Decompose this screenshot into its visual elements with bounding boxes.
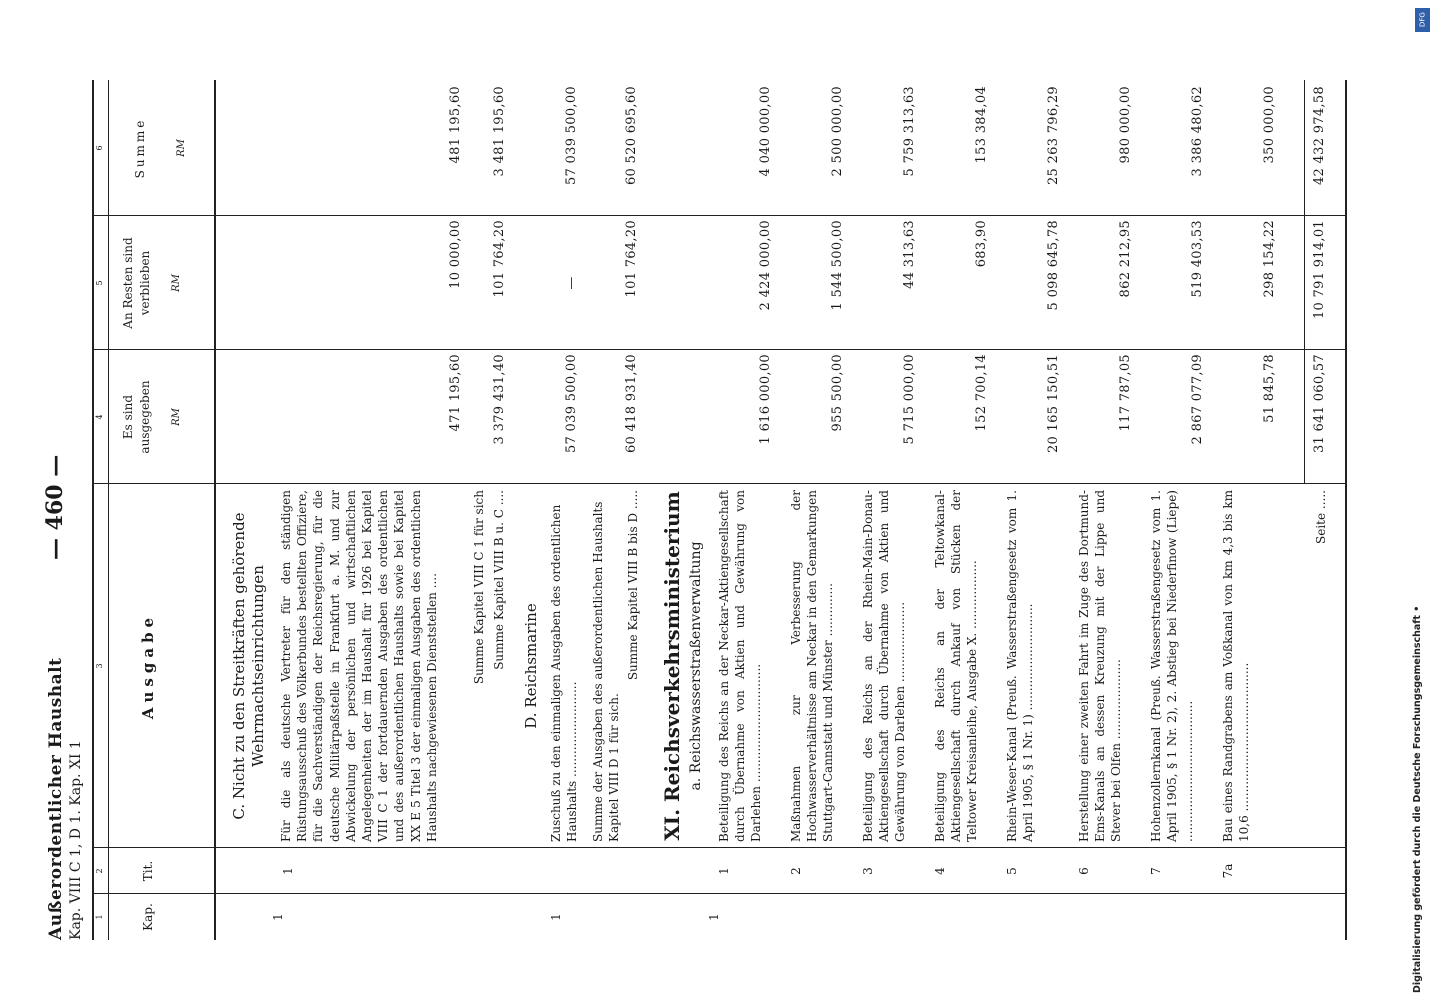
section-d-sum2-label: Summe Kapitel VIII B bis D ..... [626, 490, 640, 681]
seite-ausgegeben: 31 641 060,57 [1312, 354, 1327, 454]
page-subtitle: Kap. VIII C 1, D 1. Kap. XI 1 [68, 740, 84, 940]
row-tit: 4 [933, 867, 947, 875]
ausgegeben-unit: RM [170, 408, 182, 426]
reste-header [120, 230, 184, 336]
summe-unit: RM [175, 139, 187, 157]
row-reste: 44 313,63 [902, 220, 917, 289]
row-text: Rhein-Weser-Kanal (Preuß. Wasserstraßengesetz vom 1. April 1905, § 1 Nr. 1) ............................ [1005, 490, 1036, 842]
ausgegeben-label: Es sind ausgegeben [121, 380, 152, 454]
row-ausgegeben: 51 845,78 [1262, 354, 1277, 423]
kap-header: Kap. [141, 903, 155, 931]
colnum-6: 6 [95, 145, 104, 151]
row-tit: 5 [1005, 867, 1019, 875]
row-summe: 4 040 000,00 [758, 86, 773, 177]
row-text: Hohenzollernkanal (Preuß. Wasserstraßengesetz vom 1. April 1905, § 1 Nr. 2), 2. Abstieg bei Niederfinow (Liepe) ..................................... [1149, 490, 1196, 842]
section-d-sum2-ausgegeben: 60 418 931,40 [624, 354, 639, 454]
budget-table [92, 80, 1347, 940]
reste-unit: RM [170, 274, 182, 292]
page-number: — 460 — [42, 454, 68, 560]
row-tit: 7 [1149, 867, 1163, 875]
section-d-summe: 57 039 500,00 [564, 86, 579, 186]
seite-label: Seite ..... [1314, 490, 1328, 544]
header-bottom-rule [214, 80, 216, 940]
section-c-sum2-summe: 3 481 195,60 [492, 86, 507, 177]
digitization-note [1412, 8, 1430, 993]
reste-label: An Resten sind verblieben [121, 237, 152, 329]
section-d-title: D. Reichsmarine [522, 603, 540, 729]
seite-reste: 10 791 914,01 [1312, 220, 1327, 320]
row-summe: 153 384,04 [974, 86, 989, 164]
row-tit: 3 [861, 867, 875, 875]
col-divider-3 [92, 483, 1347, 484]
colnum-2: 2 [95, 868, 104, 874]
rotated-page [40, 80, 1350, 940]
section-d-ausgegeben: 57 039 500,00 [564, 354, 579, 454]
row-tit: 6 [1077, 867, 1091, 875]
row-ausgegeben: 1 616 000,00 [758, 354, 773, 445]
row-reste: 298 154,22 [1262, 220, 1277, 298]
row-ausgegeben: 955 500,00 [830, 354, 845, 432]
section-d-kap: 1 [549, 913, 563, 921]
col-divider-5 [92, 215, 1347, 216]
section-c-kap: 1 [271, 913, 285, 921]
section-xi-title: XI. Reichsverkehrsministerium [660, 491, 684, 841]
row-reste: 1 544 500,00 [830, 220, 845, 311]
row-reste: 2 424 000,00 [758, 220, 773, 311]
row-text: Beteiligung des Reichs an der Neckar-Aktiengesellschaft durch Übernahme von Aktien und Gewährung von Darlehen ............................... [717, 490, 764, 842]
section-c-summe: 481 195,60 [448, 86, 463, 164]
colnum-3: 3 [95, 663, 104, 669]
row-summe: 25 263 796,29 [1046, 86, 1061, 186]
dfg-logo: DFG [1415, 8, 1430, 32]
row-text: Beteiligung des Reichs an der Teltowkanal-Aktiengesellschaft durch Ankauf von Stücken der Teltower Kreisanleihe, Ausgabe X. .................. [933, 490, 980, 842]
row-summe: 3 386 480,62 [1190, 86, 1205, 177]
section-c-sum2-ausgegeben: 3 379 431,40 [492, 354, 507, 445]
tit-header: Tit. [141, 860, 155, 882]
section-c-reste: 10 000,00 [448, 220, 463, 289]
colnum-rule [108, 80, 109, 940]
section-xi-kap: 1 [707, 913, 721, 921]
row-ausgegeben: 2 867 077,09 [1190, 354, 1205, 445]
section-c-sum1-label: Summe Kapitel VIII C 1 für sich [472, 490, 486, 685]
row-summe: 2 500 000,00 [830, 86, 845, 177]
row-text: Beteiligung des Reichs an der Rhein-Main-Donau-Aktiengesellschaft durch Übernahme von Aktien und Gewährung von Darlehen ..................... [861, 490, 908, 842]
section-d-reste: — [564, 276, 579, 290]
section-d-sum2-reste: 101 764,20 [624, 220, 639, 298]
page-title: Außerordentlicher Haushalt [46, 657, 66, 940]
ausgabe-header: Ausgabe [139, 612, 157, 720]
seite-summe: 42 432 974,58 [1312, 86, 1327, 186]
col-divider-4 [92, 349, 1347, 350]
row-summe: 980 000,00 [1118, 86, 1133, 164]
row-reste: 5 098 645,78 [1046, 220, 1061, 311]
section-c-tit: 1 [281, 867, 295, 875]
seite-rule [1304, 80, 1305, 484]
table-bottom-rule [1345, 80, 1347, 940]
row-tit: 2 [789, 867, 803, 875]
summe-label: Summe [133, 117, 147, 179]
row-tit: 1 [717, 867, 731, 875]
row-ausgegeben: 5 715 000,00 [902, 354, 917, 445]
summe-header [132, 80, 189, 216]
row-ausgegeben: 152 700,14 [974, 354, 989, 432]
row-summe: 5 759 313,63 [902, 86, 917, 177]
colnum-4: 4 [95, 414, 104, 420]
row-text: Bau eines Randgrabens am Voßkanal von km 4,3 bis km 10,6 ....................................... [1221, 490, 1252, 842]
ausgegeben-header [120, 364, 184, 470]
row-reste: 862 212,95 [1118, 220, 1133, 298]
section-c-sum2-label: Summe Kapitel VIII B u. C .... [492, 490, 506, 670]
section-c-title: C. Nicht zu den Streitkräften gehörende Wehrmachtseinrichtungen [230, 512, 267, 820]
section-d-text: Zuschuß zu den einmaligen Ausgaben des ordentlichen Haushalts ......................... [549, 504, 580, 842]
row-text: Herstellung einer zweiten Fahrt im Zuge des Dortmund-Ems-Kanals an dessen Kreuzung mit der Lippe und Stever bei Olfen ..................... [1077, 490, 1124, 842]
section-c-ausgegeben: 471 195,60 [448, 354, 463, 432]
section-xi-subtitle: a. Reichswasserstraßenverwaltung [688, 541, 704, 791]
section-d-sum2-summe: 60 520 695,60 [624, 86, 639, 186]
table-top-rule [92, 80, 94, 940]
row-text: Maßnahmen zur Verbesserung der Hochwasserverhältnisse am Neckar in den Gemarkungen Stuttgart-Cannstatt und Münster .............. [789, 490, 836, 842]
row-ausgegeben: 20 165 150,51 [1046, 354, 1061, 454]
row-tit: 7a [1221, 863, 1235, 879]
section-c-sum2-reste: 101 764,20 [492, 220, 507, 298]
digitization-note-text: Digitalisierung gefördert durch die Deutsche Forschungsgemeinschaft • [1412, 605, 1423, 993]
row-summe: 350 000,00 [1262, 86, 1277, 164]
row-ausgegeben: 117 787,05 [1118, 354, 1133, 432]
colnum-5: 5 [95, 280, 104, 286]
colnum-1: 1 [95, 914, 104, 920]
row-reste: 519 403,53 [1190, 220, 1205, 298]
row-reste: 683,90 [974, 220, 989, 268]
section-d-sum1-label: Summe der Ausgaben des außerordentlichen Haushalts Kapitel VIII D 1 für sich. [591, 501, 622, 842]
section-c-text: Für die als deutsche Vertreter für den ständigen Rüstungsausschuß des Völkerbundes bestellten Offiziere, für die Sachverständigen der Reichsregierung, für die deutsche Militärpaßstelle in Frankfurt a. M. und zur Abwickelung der persönlichen und wirtschaftlichen Angelegenheiten der im Haushalt für 1926 bei Kapitel VIII C 1 der fortdauernden Ausgaben des ordentlichen und des außerordentlichen Haushalts sowie bei Kapitel XX E 5 Titel 3 der einmaligen Ausgaben des ordentlichen Haushalts nachgewiesenen Dienststellen .... [279, 490, 439, 842]
